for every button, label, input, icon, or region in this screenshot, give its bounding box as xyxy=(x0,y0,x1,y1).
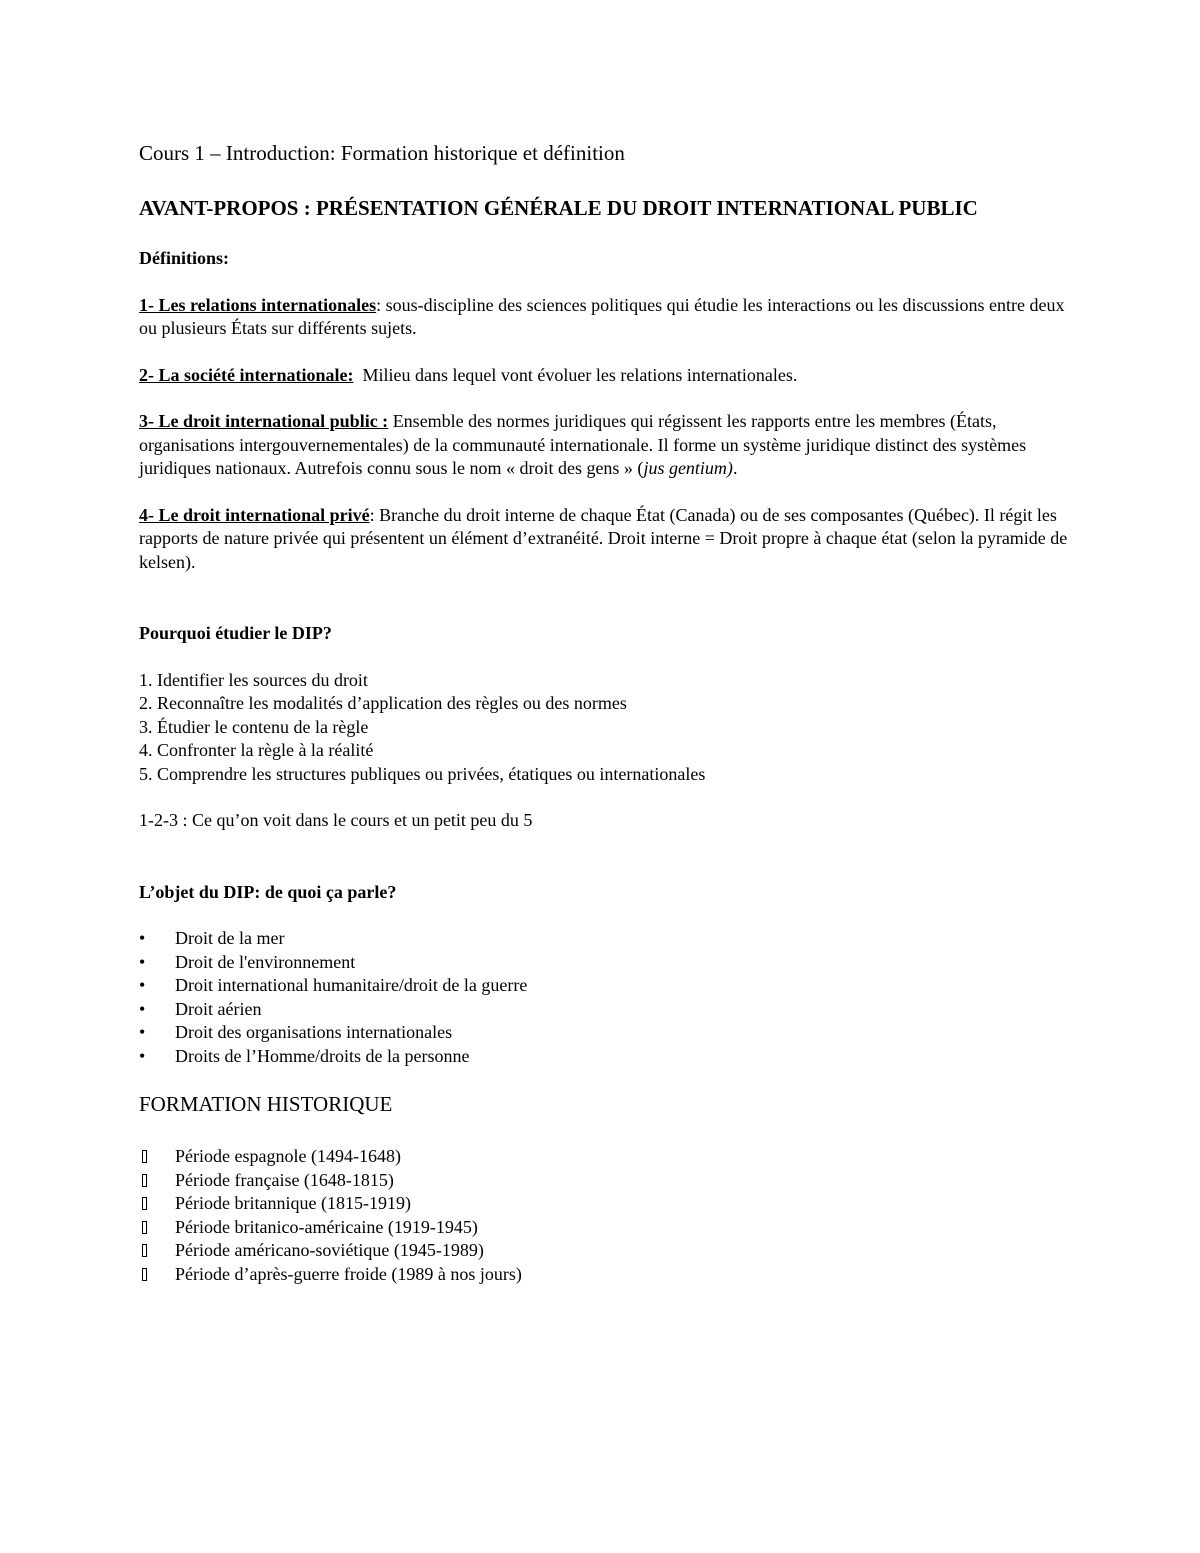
list-item-text: Période américano-soviétique (1945-1989) xyxy=(175,1240,484,1260)
main-heading: AVANT-PROPOS : PRÉSENTATION GÉNÉRALE DU DROIT INTERNATIONAL PUBLIC xyxy=(139,196,978,220)
list-item-text: Droit aérien xyxy=(175,998,262,1019)
bullet-icon: • xyxy=(139,951,146,972)
list-item-text: Période d’après-guerre froide (1989 à nos jours) xyxy=(175,1263,522,1284)
list-item xyxy=(139,1169,1069,1193)
document-title: Cours 1 – Introduction: Formation historique et définition xyxy=(139,141,625,165)
definition-3 xyxy=(139,410,1069,481)
definition-1 xyxy=(139,294,1069,341)
missing-glyph-icon xyxy=(142,1221,147,1234)
why-study-note: 1-2-3 : Ce qu’on voit dans le cours et un petit peu du 5 xyxy=(139,810,533,830)
missing-glyph-icon xyxy=(142,1150,147,1163)
list-item-text: Droit de la mer xyxy=(175,928,285,948)
list-item xyxy=(139,951,1069,975)
definition-text: : Branche du droit interne de chaque État (Canada) ou de ses composantes (Québec). Il régit les rapports de nature privée qui présentent un élément d’extranéité. Droit interne = Droit propre à chaque état (selon la pyramide de kelsen). xyxy=(139,504,1068,572)
list-item-text: Période britanico-américaine (1919-1945) xyxy=(175,1216,478,1237)
definition-term: 4- Le droit international privé xyxy=(139,504,370,525)
list-item xyxy=(139,1263,1069,1287)
list-item-text: Droit de l'environnement xyxy=(175,951,356,972)
list-item xyxy=(139,927,1069,951)
list-item xyxy=(139,974,1069,998)
bullet-icon: • xyxy=(139,975,146,995)
why-study-heading: Pourquoi étudier le DIP? xyxy=(139,623,332,643)
list-item xyxy=(139,1216,1069,1240)
list-item: 2. Reconnaître les modalités d’application des règles ou des normes xyxy=(139,693,627,713)
history-list xyxy=(139,1145,1069,1286)
list-item-text: Droit international humanitaire/droit de la guerre xyxy=(175,975,528,995)
list-item-text: Droit des organisations internationales xyxy=(175,1022,453,1042)
list-item-text: Droits de l’Homme/droits de la personne xyxy=(175,1045,470,1066)
history-heading: FORMATION HISTORIQUE xyxy=(139,1092,393,1116)
definition-4 xyxy=(139,504,1069,575)
definition-text: : sous-discipline des sciences politiques qui étudie les interactions ou les discussions entre deux ou plusieurs États sur différents sujets. xyxy=(139,294,1065,338)
document-body xyxy=(139,140,1069,1286)
missing-glyph-icon xyxy=(142,1244,147,1257)
definition-term: 1- Les relations internationales xyxy=(139,294,377,315)
list-item-text: Période britannique (1815-1919) xyxy=(175,1193,411,1213)
list-item xyxy=(139,1021,1069,1045)
bullet-icon: • xyxy=(139,998,146,1019)
definition-italic-text: jus gentium) xyxy=(643,458,733,478)
list-item-text: Période espagnole (1494-1648) xyxy=(175,1146,401,1166)
definition-term: 3- Le droit international public : xyxy=(139,411,389,431)
definition-text: Ensemble des normes juridiques qui régissent les rapports entre les membres (États, organisations intergouvernementales) de la communauté internationale. Il forme un système juridique distinct des systèmes juridiques nationaux. Autrefois connu sous le nom « droit des gens » ( xyxy=(139,411,1027,478)
object-list xyxy=(139,927,1069,1068)
list-item xyxy=(139,1192,1069,1216)
object-heading: L’objet du DIP: de quoi ça parle? xyxy=(139,881,397,902)
bullet-icon: • xyxy=(139,1045,146,1066)
missing-glyph-icon xyxy=(142,1268,147,1281)
missing-glyph-icon xyxy=(142,1174,147,1187)
missing-glyph-icon xyxy=(142,1197,147,1210)
definitions-heading: Définitions: xyxy=(139,248,229,268)
definition-term: 2- La société internationale: xyxy=(139,364,354,385)
definition-2 xyxy=(139,364,1069,388)
bullet-icon: • xyxy=(139,1022,146,1042)
definition-end: . xyxy=(732,458,738,478)
definition-text: Milieu dans lequel vont évoluer les relations internationales. xyxy=(353,364,798,385)
list-item-text: Période française (1648-1815) xyxy=(175,1169,394,1190)
list-item: 5. Comprendre les structures publiques ou privées, étatiques ou internationales xyxy=(139,763,706,784)
list-item: 3. Étudier le contenu de la règle xyxy=(139,716,369,737)
list-item: 1. Identifier les sources du droit xyxy=(139,669,368,690)
list-item xyxy=(139,1239,1069,1263)
bullet-icon: • xyxy=(139,928,146,948)
list-item xyxy=(139,998,1069,1022)
list-item xyxy=(139,1045,1069,1069)
why-study-list xyxy=(139,669,1069,787)
list-item: 4. Confronter la règle à la réalité xyxy=(139,740,374,760)
list-item xyxy=(139,1145,1069,1169)
